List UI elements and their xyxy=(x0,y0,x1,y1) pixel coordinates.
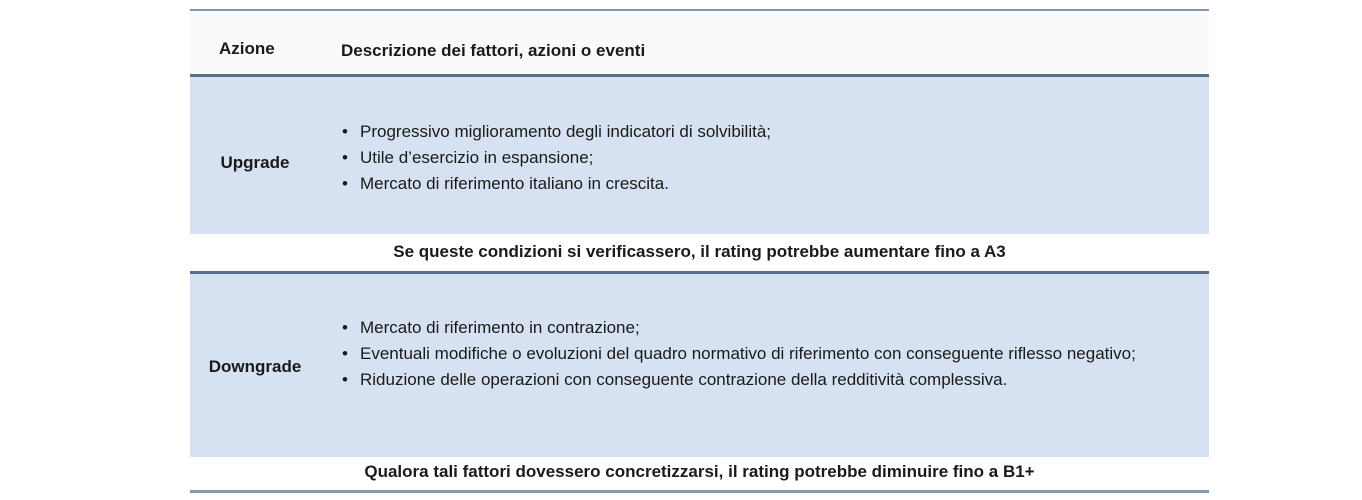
upgrade-section xyxy=(190,77,1209,234)
header-action: Azione xyxy=(219,39,275,58)
list-item xyxy=(340,367,1170,393)
table-header-row xyxy=(190,11,1209,77)
list-item-text: Eventuali modifiche o evoluzioni del quadro normativo di riferimento con conseguente riflesso negativo; xyxy=(360,344,1136,363)
upgrade-label: Upgrade xyxy=(220,153,290,172)
list-item-text: Utile d’esercizio in espansione; xyxy=(360,148,594,167)
downgrade-label: Downgrade xyxy=(208,357,302,376)
header-description: Descrizione dei fattori, azioni o eventi xyxy=(341,41,646,60)
downgrade-section xyxy=(190,274,1209,457)
upgrade-note-row xyxy=(190,234,1209,274)
list-item-text: Mercato di riferimento italiano in crescita. xyxy=(360,174,669,193)
bullet-icon: • xyxy=(342,370,348,389)
bullet-icon: • xyxy=(342,148,348,167)
list-item xyxy=(340,145,1170,171)
bullet-icon: • xyxy=(342,122,348,141)
list-item xyxy=(340,315,1170,341)
bullet-icon: • xyxy=(342,344,348,363)
rating-factors-table xyxy=(190,9,1209,493)
list-item xyxy=(340,341,1170,367)
bullet-icon: • xyxy=(342,174,348,193)
list-item-text: Mercato di riferimento in contrazione; xyxy=(360,318,640,337)
upgrade-factor-list xyxy=(340,119,1170,197)
list-item-text: Riduzione delle operazioni con conseguente contrazione della redditività complessiva. xyxy=(360,370,1008,389)
downgrade-factor-list xyxy=(340,315,1170,393)
list-item xyxy=(340,119,1170,145)
downgrade-note: Qualora tali fattori dovessero concretizzarsi, il rating potrebbe diminuire fino a B1+ xyxy=(364,462,1035,481)
bullet-icon: • xyxy=(342,318,348,337)
upgrade-note: Se queste condizioni si verificassero, il rating potrebbe aumentare fino a A3 xyxy=(393,242,1006,261)
list-item xyxy=(340,171,1170,197)
list-item-text: Progressivo miglioramento degli indicatori di solvibilità; xyxy=(360,122,772,141)
downgrade-note-row xyxy=(190,457,1209,493)
